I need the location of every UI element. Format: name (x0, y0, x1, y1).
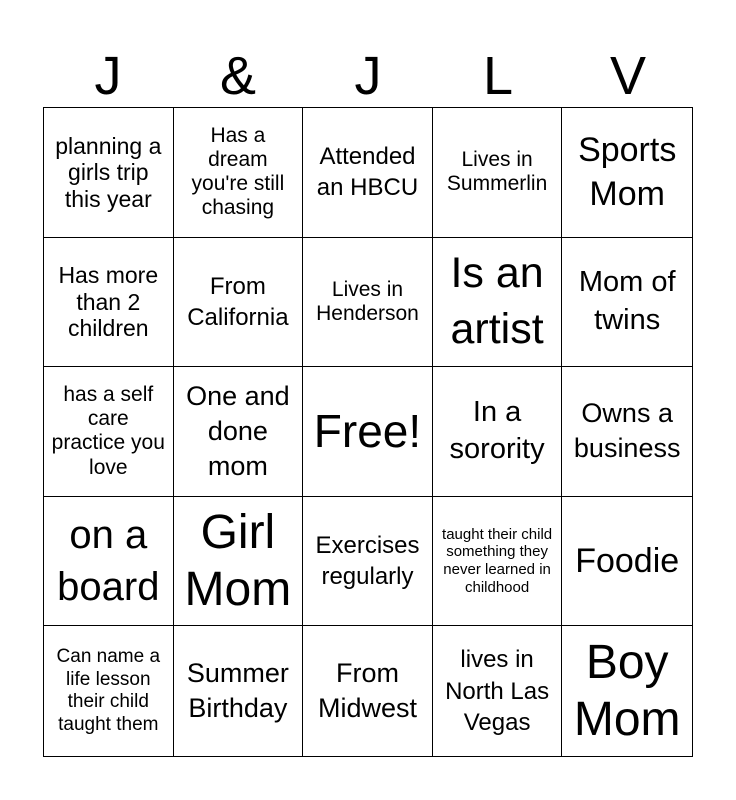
header-letter-2: & (219, 46, 257, 106)
bingo-cell-r1c2[interactable]: Has a dream you're still chasing (174, 108, 304, 238)
bingo-cell-r1c4[interactable]: Lives in Summerlin (433, 108, 563, 238)
bingo-cell-r4c3[interactable]: Exercises regularly (303, 497, 433, 627)
bingo-cell-r2c5[interactable]: Mom of twins (562, 238, 692, 368)
bingo-cell-r5c3[interactable]: From Midwest (303, 626, 433, 756)
bingo-cell-r3c2[interactable]: One and done mom (174, 367, 304, 497)
bingo-cell-r5c5[interactable]: Boy Mom (573, 635, 681, 747)
bingo-cell-r2c2[interactable]: From California (174, 238, 304, 368)
bingo-cell-r1c5[interactable]: Sports Mom (562, 108, 692, 238)
bingo-cell-r5c2[interactable]: Summer Birthday (174, 626, 304, 756)
bingo-cell-r4c2[interactable]: Girl Mom (174, 497, 304, 627)
bingo-cell-r4c1[interactable]: on a board (44, 497, 174, 627)
bingo-cell-r4c4[interactable]: taught their child something they never learned in childhood (433, 497, 563, 627)
bingo-cell-r2c1[interactable]: Has more than 2 children (44, 238, 174, 368)
header-letter-4: L (482, 46, 514, 106)
bingo-cell-r2c4[interactable]: Is an artist (433, 238, 563, 368)
bingo-cell-r1c1[interactable]: planning a girls trip this year (44, 108, 174, 238)
bingo-cell-r2c3[interactable]: Lives in Henderson (303, 238, 433, 368)
bingo-cell-r3c5[interactable]: Owns a business (562, 367, 692, 497)
bingo-cell-r4c5[interactable]: Foodie (562, 497, 692, 627)
bingo-board (43, 107, 693, 757)
header-letter-3: J (354, 46, 382, 106)
header-letter-5: V (609, 46, 647, 106)
header-letter-1: J (94, 46, 122, 106)
bingo-cell-r3c4[interactable]: In a sorority (433, 367, 563, 497)
bingo-cell-free[interactable]: Free! (303, 367, 433, 497)
bingo-cell-r1c3[interactable]: Attended an HBCU (303, 108, 433, 238)
bingo-cell-r5c1[interactable]: Can name a life lesson their child taught them (44, 626, 174, 756)
bingo-header (43, 44, 693, 108)
bingo-cell-r3c1[interactable]: has a self care practice you love (44, 367, 174, 497)
bingo-cell-r5c4[interactable]: lives in North Las Vegas (433, 626, 563, 756)
